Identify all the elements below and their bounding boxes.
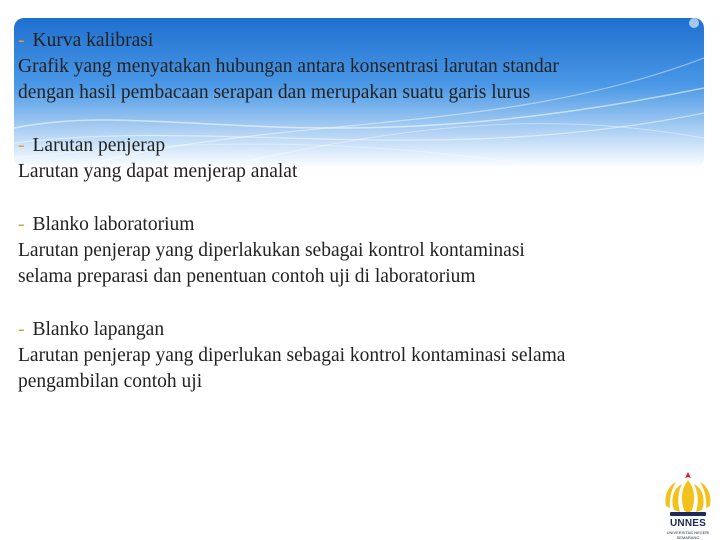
- definition-line: Larutan penjerap yang diperlakukan sebagai kontrol kontaminasi: [18, 240, 525, 261]
- logo-name: UNNES: [669, 518, 706, 529]
- definition-list: [18, 28, 708, 395]
- definition-line: pengambilan contoh uji: [18, 371, 203, 392]
- unnes-logo: [660, 470, 716, 540]
- bullet-dash: -: [18, 135, 25, 156]
- definition-line: selama preparasi dan penentuan contoh uji di laboratorium: [18, 266, 476, 287]
- definition-item-larutan-penjerap: [18, 133, 708, 185]
- definition-term: [18, 28, 708, 54]
- definition-term: [18, 317, 708, 343]
- definition-line: Larutan yang dapat menjerap analat: [18, 161, 298, 182]
- term-label: Blanko laboratorium: [32, 214, 195, 235]
- term-label: Kurva kalibrasi: [32, 30, 154, 51]
- bullet-dash: -: [18, 30, 25, 51]
- definition-line: dengan hasil pembacaan serapan dan merupakan suatu garis lurus: [18, 82, 531, 103]
- term-label: Larutan penjerap: [32, 135, 166, 156]
- definition-item-blanko-lapangan: [18, 317, 708, 395]
- definition-item-kurva-kalibrasi: [18, 28, 708, 106]
- unnes-emblem-icon: [660, 470, 716, 518]
- bullet-dash: -: [18, 319, 25, 340]
- logo-tagline: UNIVERSITAS NEGERI SEMARANG: [666, 530, 710, 540]
- definition-line: Grafik yang menyatakan hubungan antara konsentrasi larutan standar: [18, 56, 559, 77]
- definition-item-blanko-laboratorium: [18, 212, 708, 290]
- definition-term: [18, 212, 708, 238]
- definition-line: Larutan penjerap yang diperlukan sebagai kontrol kontaminasi selama: [18, 345, 566, 366]
- term-label: Blanko lapangan: [32, 319, 165, 340]
- bullet-dash: -: [18, 214, 25, 235]
- definition-term: [18, 133, 708, 159]
